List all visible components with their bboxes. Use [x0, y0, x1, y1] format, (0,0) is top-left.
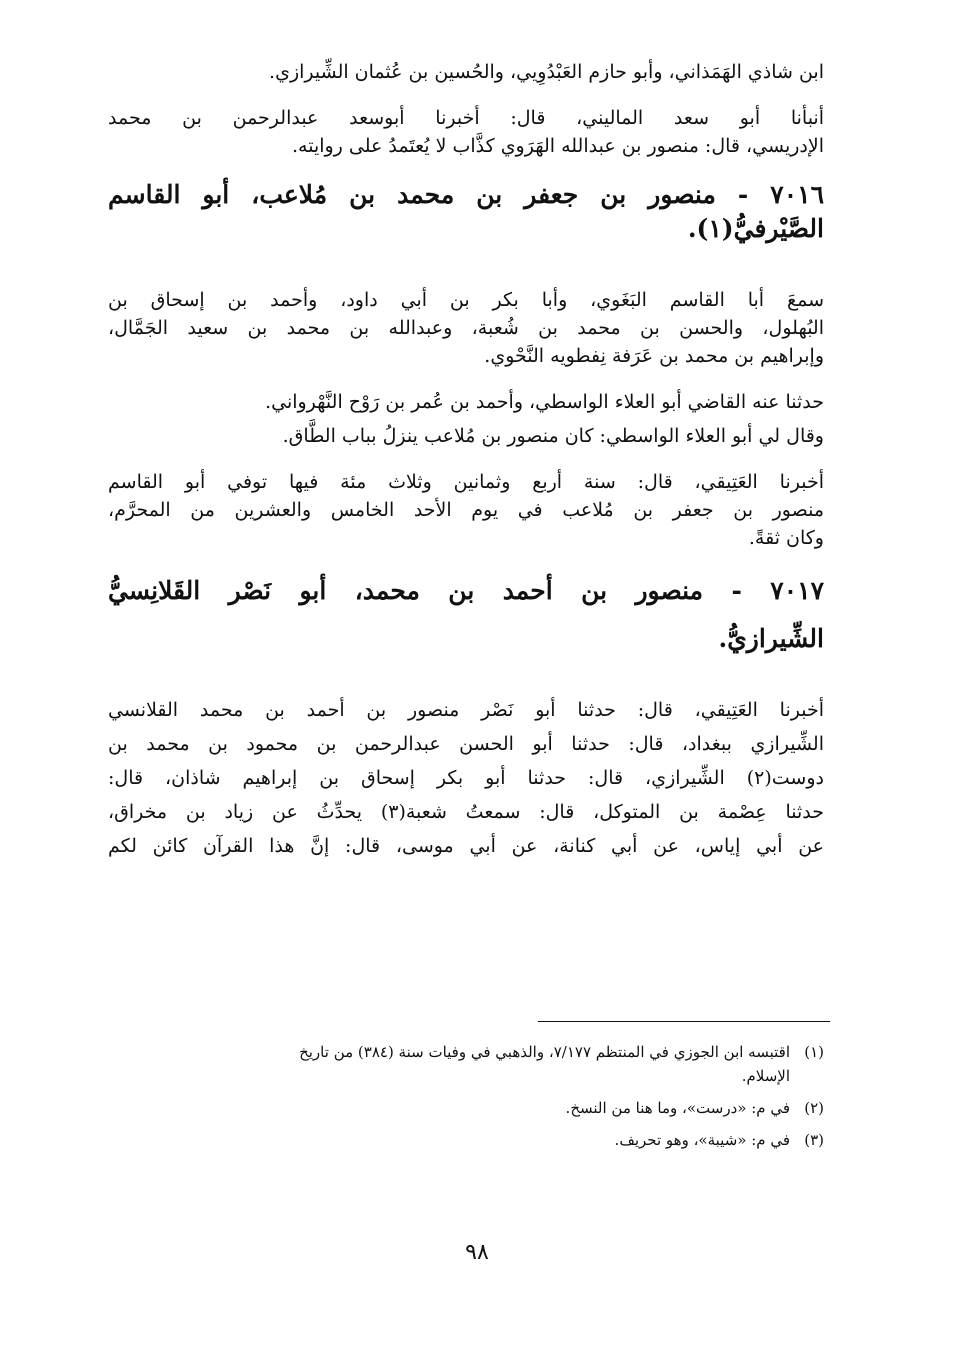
paragraph-narrators: [108, 388, 824, 416]
page-number: ٩٨: [465, 1240, 489, 1265]
paragraph-opening: [108, 58, 824, 86]
text-line: منصور بن جعفر بن مُلاعب في يوم الأحد الخامس والعشرين من المحرَّم،: [108, 499, 824, 521]
footnote-number: (١): [804, 1043, 824, 1061]
footnotes: [108, 1040, 824, 1160]
footnote-number: (٢): [804, 1099, 824, 1117]
text-line: أنبأنا أبو سعد الماليني، قال: أخبرنا أبوسعد عبدالرحمن بن محمد: [108, 107, 824, 129]
text-line: حدثنا عنه القاضي أبو العلاء الواسطي، وأحمد بن عُمر بن رَوْح النَّهْرواني.: [265, 391, 824, 413]
footnote-number: (٣): [804, 1131, 824, 1149]
footnote-line: اقتبسه ابن الجوزي في المنتظم ٧/١٧٧، والذهبي في وفيات سنة (٣٨٤) من تاريخ: [299, 1043, 790, 1061]
footnote-text: [108, 1096, 790, 1120]
paragraph-idrisi: [108, 104, 824, 160]
footnote-2: [108, 1096, 824, 1120]
heading-line: الشِّيرازيُّ.: [718, 624, 824, 653]
entry-heading-7017: [108, 574, 824, 656]
text-line: أخبرنا العَتِيقي، قال: حدثنا أبو نَصْر منصور بن أحمد بن محمد القلانسي: [108, 699, 824, 721]
heading-line: الصَّيْرفيُّ(١).: [687, 214, 824, 243]
footnote-text: [108, 1040, 790, 1088]
footnote-line: في م: «شيبة»، وهو تحريف.: [614, 1131, 790, 1149]
footnote-divider: [538, 1021, 830, 1022]
text-line: وإبراهيم بن محمد بن عَرَفة نِفطويه النَّحْوي.: [484, 345, 824, 367]
footnote-1: [108, 1040, 824, 1088]
text-line: وكان ثقةً.: [748, 527, 824, 549]
paragraph-death: [108, 468, 824, 552]
text-line: ابن شاذي الهَمَذاني، وأبو حازم العَبْدُوِيي، والحُسين بن عُثمان الشِّيرازي.: [269, 61, 824, 83]
text-line: دوست(٢) الشِّيرازي، قال: حدثنا أبو بكر إسحاق بن إبراهيم شاذان، قال:: [108, 767, 824, 789]
text-line: الإدريسي، قال: منصور بن عبدالله الهَرَوي كذَّاب لا يُعتَمدُ على روايته.: [291, 135, 824, 157]
heading-line: ٧٠١٦ - منصور بن جعفر بن محمد بن مُلاعب، أبو القاسم: [108, 180, 824, 209]
text-line: وقال لي أبو العلاء الواسطي: كان منصور بن مُلاعب ينزلُ بباب الطَّاق.: [282, 425, 824, 447]
entry-body-7016: [108, 286, 824, 370]
paragraph-residence: [108, 422, 824, 450]
text-line: حدثنا عِصْمة بن المتوكل، قال: سمعتُ شعبة(٣) يحدِّثُ عن زياد بن مخراق،: [108, 801, 824, 823]
footnote-line: الإسلام.: [741, 1067, 790, 1085]
text-line: الشِّيرازي ببغداد، قال: حدثنا أبو الحسن عبدالرحمن بن محمود بن محمد بن: [108, 733, 825, 755]
text-line: سمعَ أبا القاسم البَغَوي، وأبا بكر بن أبي داود، وأحمد بن إسحاق بن: [108, 289, 824, 311]
footnote-line: في م: «درست»، وما هنا من النسخ.: [565, 1099, 790, 1117]
main-text: [108, 58, 824, 860]
footnote-3: [108, 1128, 824, 1152]
heading-line: ٧٠١٧ - منصور بن أحمد بن محمد، أبو نَصْر القَلانِسيُّ: [108, 576, 824, 605]
entry-heading-7016: [108, 178, 824, 246]
text-line: البُهلول، والحسن بن محمد بن شُعبة، وعبدالله بن محمد بن سعيد الجَمَّال،: [108, 317, 824, 339]
footnote-text: [108, 1128, 790, 1152]
text-line: أخبرنا العَتِيقي، قال: سنة أربع وثمانين وثلاث مئة فيها توفي أبو القاسم: [108, 471, 824, 493]
entry-body-7017: [108, 696, 824, 860]
text-line: عن أبي إياس، عن أبي كنانة، عن أبي موسى، قال: إنَّ هذا القرآن كائن لكم: [108, 835, 824, 857]
